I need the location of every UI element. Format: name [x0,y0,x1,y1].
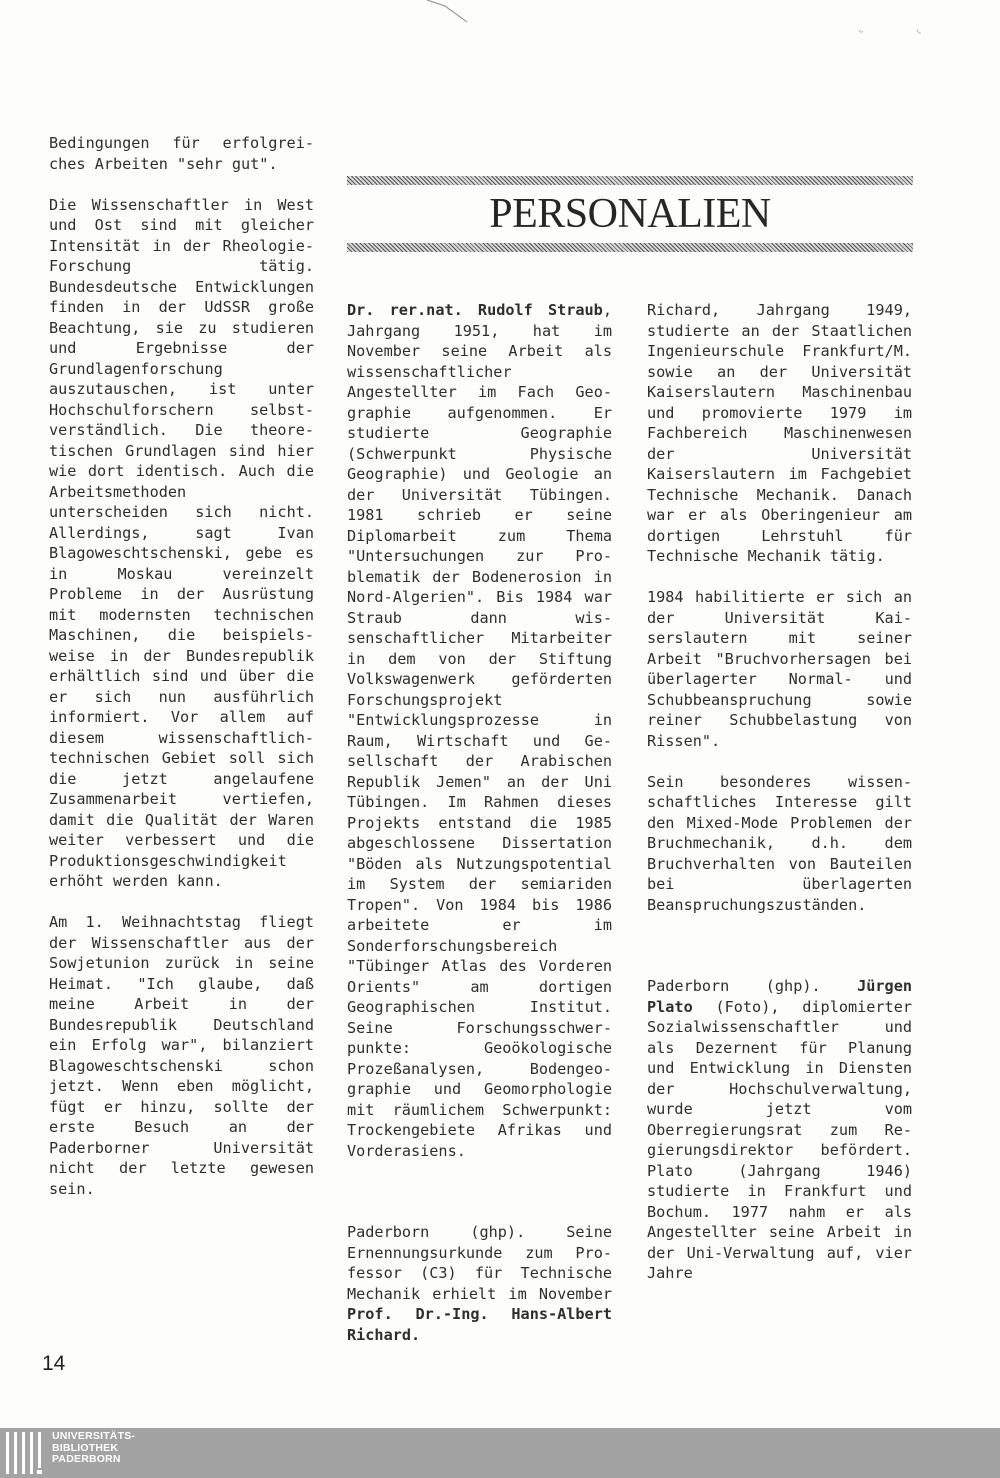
middle-article-column [347,300,612,1345]
straub-text: , Jahrgang 1951, hat im November seine Arbeit als wissenschaftlicher Angestellter im Fach Geographie aufgenommen. Er studierte Geographie (Schwerpunkt Physische Geographie) und Geologie an der Universität Tübingen. 1981 schrieb er seine Diplomarbeit zum Thema "Untersuchungen zur Problematik der Bodenerosion in Nord-Algerien". Bis 1984 war Straub dann wissenschaftlicher Mitarbeiter in dem von der Stiftung Volkswagenwerk geförderten Forschungsprojekt "Entwicklungsprozesse in Raum, Wirtschaft und Gesellschaft der Arabischen Republik Jemen" an der Uni Tübingen. Im Rahmen dieses Projekts entstand die 1985 abgeschlossene Dissertation "Böden als Nutzungspotential im System der semiariden Tropen". Von 1984 bis 1986 arbeitete er im Sonderforschungsbereich "Tübinger Atlas des Vorderen Orients" am dortigen Geographischen Institut. Seine Forschungsschwerpunkte: Geoökologische Prozeßanalysen, Bodengeographie und Geomorphologie mit räumlichem Schwerpunkt: Trockengebiete Afrikas und Vorderasiens. [347,301,612,1160]
richard-intro-paragraph [347,1222,612,1345]
paragraph: Sein besonderes wissenschaftliches Interesse gilt den Mixed-Mode Problemen der Bruchmechanik, d.h. dem Bruchverhalten von Bauteilen bei überlagerten Beanspruchungszuständen. [647,772,912,914]
library-name-line: BIBLIOTHEK [52,1441,119,1454]
plato-paragraph [647,976,912,1284]
straub-name: Dr. rer.nat. Rudolf Straub [347,301,603,319]
scan-artifact-icon [425,0,470,25]
hatched-rule-top [347,176,913,185]
hatched-rule-bottom [347,243,913,252]
richard-intro-text: Paderborn (ghp). Seine Ernennungsurkunde zum Professor (C3) für Technische Mechanik erhielt im November [347,1223,612,1303]
left-article-column [49,133,314,1220]
scan-artifact-icon [855,26,925,38]
section-heading: PERSONALIEN [489,191,771,237]
page-number: 14 [42,1352,66,1375]
library-footer [0,1428,1000,1478]
right-article-column [647,300,912,1284]
paragraph: Richard, Jahrgang 1949, studierte an der Staatlichen Ingenieurschule Frankfurt/M. sowie an der Universität Kaiserslautern Maschinenbau und promovierte 1979 im Fachbereich Maschinenwesen der Universität Kaiserslautern im Fachgebiet Technische Mechanik. Danach war er als Oberingenieur am dortigen Lehrstuhl für Technische Mechanik tätig. [647,301,912,565]
library-name-line: UNIVERSITÄTS- [52,1430,136,1442]
richard-name: Prof. Dr.-Ing. Hans-Albert Richard. [347,1305,612,1344]
paragraph: Die Wissenschaftler in West und Ost sind mit gleicher Intensität in der Rheologie-Forschung tätig. Bundesdeutsche Entwicklungen finden in der UdSSR große Beachtung, sie zu studieren und Ergebnisse der Grundlagenforschung auszutauschen, ist unter Hochschulforschern selbstverständlich. Die theoretischen Grundlagen sind hier wie dort identisch. Auch die Arbeitsmethoden unterscheiden sich nicht. Allerdings, sagt Ivan Blagoweschtschenski, gebe es in Moskau vereinzelt Probleme in der Ausrüstung mit modernsten technischen Maschinen, die beispielsweise in der Bundesrepublik erhältlich sind und über die er sich nun ausführlich informiert. Vor allem auf diesem wissenschaftlich-technischen Gebiet soll sich die jetzt angelaufene Zusammenarbeit vertiefen, damit die Qualität der Waren weiter verbessert und die Produktionsgeschwindigkeit erhöht werden kann. [49,195,314,890]
plato-text: (Foto), diplomierter Sozialwissenschaftler und als Dezernent für Planung und Entwicklung in Diensten der Hochschulverwaltung, wurde jetzt vom Oberregierungsrat zum Regierungsdirektor befördert. Plato (Jahrgang 1946) studierte in Frankfurt und Bochum. 1977 nahm er als Angestellter seine Arbeit in der Uni-Verwaltung auf, vier Jahre [647,997,912,1282]
library-name-line: PADERBORN [52,1453,121,1465]
paragraph: 1984 habilitierte er sich an der Universität Kaiserslautern mit seiner Arbeit "Bruchvorhersagen bei überlagerter Normal- und Schubbeanspruchung sowie reiner Schubbelastung von Rissen". [647,588,912,750]
plato-intro-text: Paderborn (ghp). [647,977,858,995]
library-name [52,1431,135,1466]
straub-paragraph [347,300,612,1161]
library-logo-icon [6,1432,46,1474]
plato-name: Jürgen Plato [647,977,912,1016]
paragraph: Bedingungen für erfolgreiches Arbeiten "sehr gut". [49,134,314,173]
paragraph: Am 1. Weihnachtstag fliegt der Wissenschaftler aus der Sowjetunion zurück in seine Heimat. "Ich glaube, daß meine Arbeit in der Bundesrepublik Deutschland ein Erfolg war", bilanziert Blagoweschtschenski schon jetzt. Wenn eben möglicht, fügt er hinzu, sollte der erste Besuch an der Paderborner Universität nicht der letzte gewesen sein. [49,913,314,1198]
